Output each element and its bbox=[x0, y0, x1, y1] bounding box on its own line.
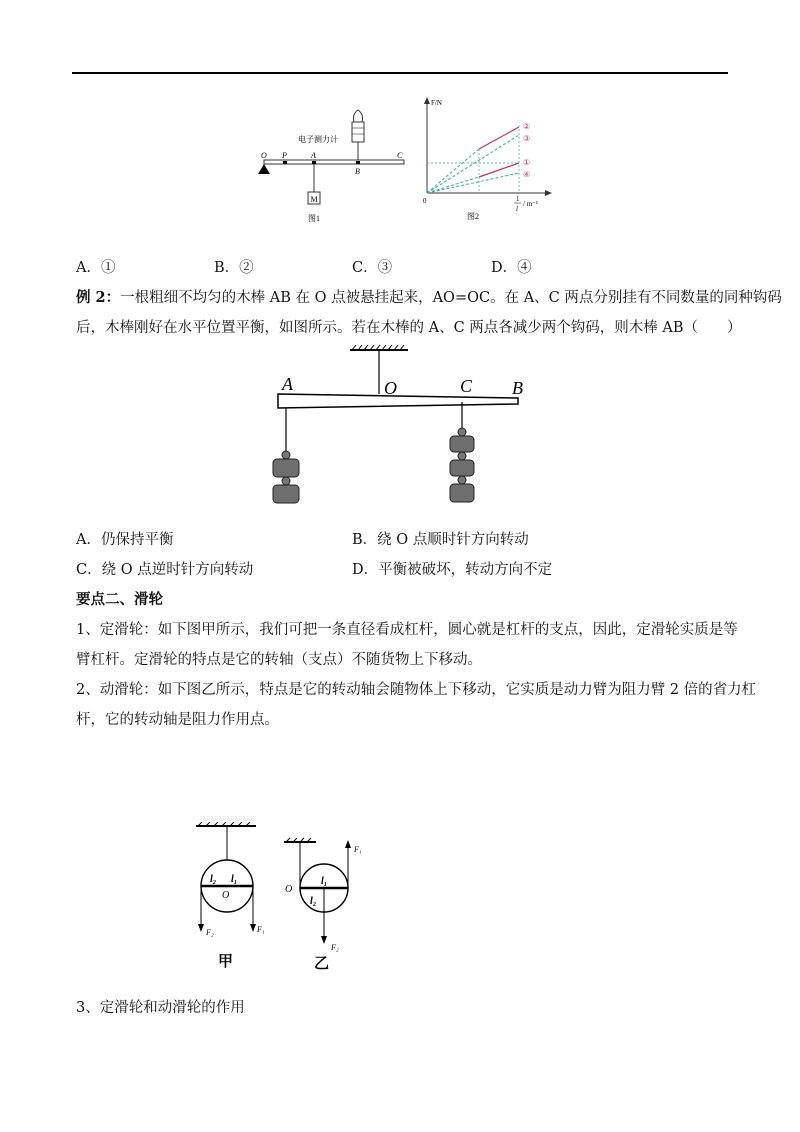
x-axis-numerator: 1 bbox=[516, 195, 520, 203]
line-2-dashed bbox=[427, 149, 479, 193]
example-2-line-2: 后，木棒刚好在水平位置平衡，如图所示。若在木棒的 A、C 两点各减少两个钩码，则木棒 AB（ ） bbox=[76, 320, 742, 336]
label-l2-jia: l₂ bbox=[210, 874, 217, 885]
paragraph-1-line-1: 1、定滑轮：如下图甲所示，我们可把一条直径看成杠杆，圆心就是杠杆的支点，因此，定滑轮实质是等 bbox=[76, 622, 738, 638]
example-2-option-a: A．仍保持平衡 bbox=[76, 532, 174, 548]
line-4 bbox=[427, 173, 519, 193]
figure-1-caption: 图1 bbox=[308, 214, 320, 223]
label-O-yi: O bbox=[285, 884, 293, 895]
label-l1-yi: l₁ bbox=[321, 876, 328, 887]
figure-2-graph bbox=[415, 95, 555, 225]
y-axis-label: F/N bbox=[431, 99, 442, 107]
line-1-dashed bbox=[427, 177, 479, 193]
x-axis-denominator: l bbox=[516, 205, 518, 213]
paragraph-2-line-2: 杆，它的转动轴是阻力作用点。 bbox=[76, 712, 279, 728]
fixed-pulley bbox=[196, 822, 265, 970]
fig-label-O: O bbox=[384, 378, 397, 398]
caption-yi: 乙 bbox=[314, 956, 330, 972]
label-F2-yi: F₂ bbox=[331, 943, 339, 952]
marker-A bbox=[312, 161, 316, 164]
option-c: C．③ bbox=[352, 260, 393, 276]
arrow-F1-jia bbox=[250, 924, 256, 932]
option-a: A．① bbox=[76, 260, 116, 276]
hand-icon bbox=[354, 110, 363, 122]
line-label-3: ③ bbox=[523, 134, 531, 143]
weights-at-C bbox=[450, 428, 474, 502]
arrow-F2-jia bbox=[198, 924, 204, 932]
marker-P bbox=[283, 161, 287, 164]
label-C: C bbox=[397, 151, 403, 160]
example-2-option-d: D．平衡被破坏，转动方向不定 bbox=[352, 562, 553, 578]
figure-2-caption: 图2 bbox=[467, 212, 479, 221]
label-O: O bbox=[261, 151, 267, 160]
pivot-triangle bbox=[258, 164, 270, 174]
line-1 bbox=[479, 163, 519, 177]
fig-label-A: A bbox=[282, 374, 293, 394]
label-l1-jia: l₁ bbox=[231, 874, 238, 885]
fig-label-B: B bbox=[512, 378, 523, 398]
section-heading: 要点二、滑轮 bbox=[76, 591, 163, 608]
x-axis-unit: / m⁻¹ bbox=[523, 200, 538, 208]
label-F2-jia: F₂ bbox=[206, 928, 214, 937]
pulley-figure bbox=[190, 822, 390, 972]
label-F1-jia: F₁ bbox=[257, 925, 265, 934]
label-O-jia: O bbox=[222, 890, 230, 901]
header-rule bbox=[72, 72, 728, 74]
caption-jia: 甲 bbox=[218, 954, 234, 970]
example-2-line-1: 例 2：一根粗细不均匀的木棒 AB 在 O 点被悬挂起来，AO=OC。在 A、C 两点分别挂有不同数量的同种钩码 bbox=[76, 289, 782, 306]
weight-label: M bbox=[310, 195, 318, 204]
marker-B bbox=[356, 161, 360, 164]
example-2-figure bbox=[262, 342, 532, 512]
wooden-rod bbox=[278, 394, 518, 408]
arrow-F1-yi bbox=[345, 840, 351, 848]
option-d: D．④ bbox=[491, 260, 532, 276]
movable-pulley bbox=[284, 838, 362, 972]
label-A: A bbox=[311, 151, 316, 160]
line-label-4: ④ bbox=[523, 170, 531, 179]
example-2-option-c: C．绕 O 点逆时针方向转动 bbox=[76, 562, 254, 578]
label-F1-yi: F₁ bbox=[354, 845, 362, 854]
line-2 bbox=[479, 127, 519, 149]
example-2-label: 例 2： bbox=[76, 289, 121, 306]
paragraph-3: 3、定滑轮和动滑轮的作用 bbox=[76, 1000, 245, 1016]
weights-at-A bbox=[273, 451, 299, 503]
paragraph-2-line-1: 2、动滑轮：如下图乙所示，特点是它的转动轴会随物体上下移动，它实质是动力臂为阻力臂 2 倍的省力杠 bbox=[76, 682, 757, 698]
paragraph-1-line-2: 臂杠杆。定滑轮的特点是它的转轴（支点）不随货物上下移动。 bbox=[76, 652, 482, 668]
line-label-2: ② bbox=[523, 122, 531, 131]
label-B: B bbox=[355, 167, 360, 176]
spring-scale bbox=[352, 122, 364, 142]
meter-label: 电子测力计 bbox=[298, 135, 338, 144]
label-l2-yi: l₂ bbox=[310, 896, 317, 907]
label-P: P bbox=[282, 151, 287, 160]
line-3 bbox=[427, 135, 519, 193]
option-b: B．② bbox=[214, 260, 254, 276]
figure-1-lever bbox=[250, 100, 410, 225]
origin-label: 0 bbox=[423, 197, 427, 205]
example-2-option-b: B．绕 O 点顺时针方向转动 bbox=[352, 532, 529, 548]
arrow-F2-yi bbox=[321, 936, 327, 944]
line-label-1: ① bbox=[523, 158, 531, 167]
fig-label-C: C bbox=[460, 376, 473, 396]
